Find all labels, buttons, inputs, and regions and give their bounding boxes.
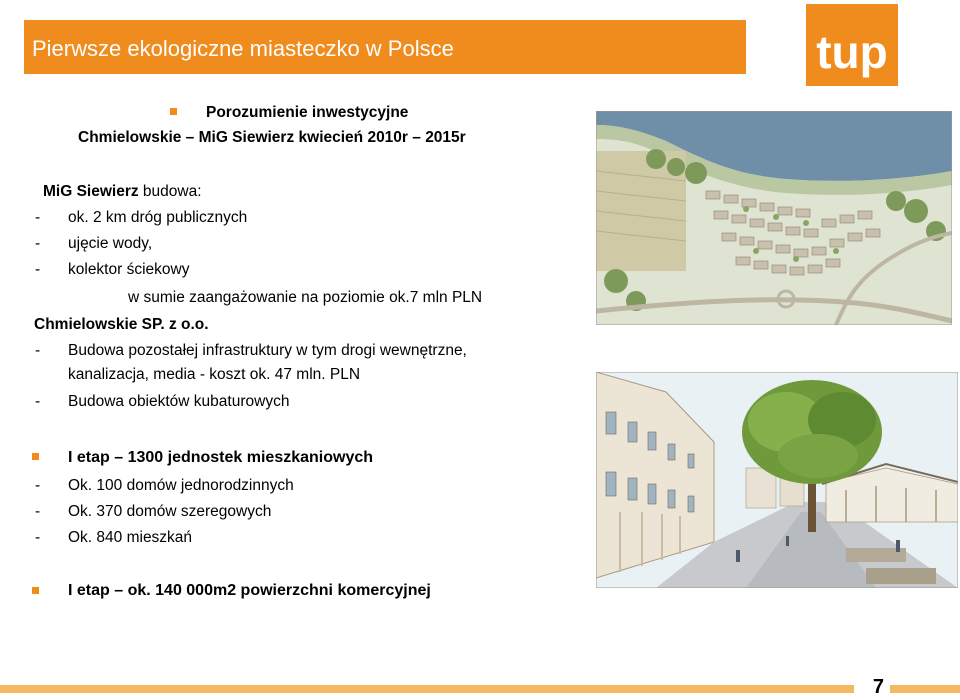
dash-bullet: -	[35, 261, 41, 278]
aerial-town-illustration	[596, 111, 952, 325]
mig-heading	[43, 182, 202, 202]
slide-title: Pierwsze ekologiczne miasteczko w Polsce	[32, 36, 454, 61]
tup-logo	[806, 4, 898, 86]
page-number: 7	[872, 676, 884, 698]
dash-bullet: -	[35, 477, 41, 494]
mig-note: w sumie zaangażowanie na poziomie ok.7 mln PLN	[128, 289, 483, 306]
footer-stripe	[0, 685, 960, 693]
chmielowskie-heading: Chmielowskie SP. z o.o.	[34, 316, 209, 333]
mig-heading-bold: MiG Siewierz	[43, 183, 139, 200]
chmielowskie-item: Budowa obiektów kubaturowych	[68, 393, 290, 410]
title-bar	[24, 20, 746, 74]
dash-bullet: -	[35, 235, 41, 252]
bullet-square-icon	[32, 453, 39, 460]
chmielowskie-item-cont: kanalizacja, media - koszt ok. 47 mln. PLN	[68, 366, 361, 383]
stage-item: Ok. 840 mieszkań	[68, 529, 193, 546]
bullet-square-icon	[32, 587, 39, 594]
stage-heading: I etap – 1300 jednostek mieszkaniowych	[68, 449, 374, 466]
street-view-illustration	[596, 372, 958, 588]
agreement-subtitle: Chmielowskie – MiG Siewierz kwiecień 2010r – 2015r	[78, 129, 466, 146]
mig-heading-rest: budowa:	[138, 183, 202, 200]
logo-text: tup	[816, 26, 888, 78]
mig-item: kolektor ściekowy	[68, 261, 190, 278]
dash-bullet: -	[35, 393, 41, 410]
dash-bullet: -	[35, 503, 41, 520]
bullet-square-icon	[170, 108, 177, 115]
dash-bullet: -	[35, 209, 41, 226]
mig-item: ujęcie wody,	[68, 235, 153, 252]
stage-item: Ok. 100 domów jednorodzinnych	[68, 477, 294, 494]
chmielowskie-item: Budowa pozostałej infrastruktury w tym drogi wewnętrzne,	[68, 342, 467, 359]
mig-item: ok. 2 km dróg publicznych	[68, 209, 248, 226]
dash-bullet: -	[35, 342, 41, 359]
stage-item: Ok. 370 domów szeregowych	[68, 503, 272, 520]
commercial-heading: I etap – ok. 140 000m2 powierzchni komercyjnej	[68, 582, 431, 599]
agreement-title: Porozumienie inwestycyjne	[206, 104, 409, 121]
dash-bullet: -	[35, 529, 41, 546]
